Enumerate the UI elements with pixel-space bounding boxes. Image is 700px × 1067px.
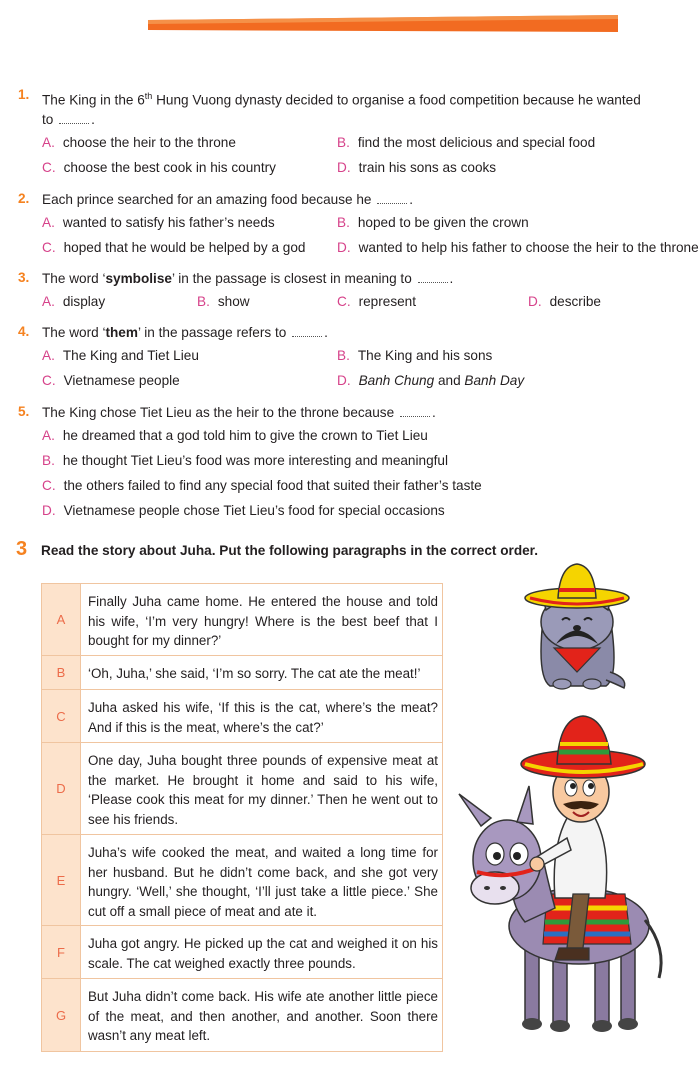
section-title: Read the story about Juha. Put the following paragraphs in the correct order. <box>41 543 539 558</box>
option-c[interactable]: C. represent <box>337 294 417 309</box>
answer-blank <box>292 326 322 337</box>
story-table <box>41 583 443 1052</box>
story-row-a <box>42 584 442 656</box>
story-row-f <box>42 926 442 979</box>
paragraph-text: Juha got angry. He picked up the cat and weighed it on his scale. The cat weighed exactly three pounds. <box>88 936 438 971</box>
story-row-g <box>42 979 442 1051</box>
option-c[interactable]: C. the others failed to find any special food that suited their father’s taste <box>42 478 482 493</box>
answer-blank <box>377 193 407 204</box>
question-number: 3. <box>18 270 30 285</box>
option-c[interactable]: C. Vietnamese people <box>42 373 180 388</box>
option-c[interactable]: C. choose the best cook in his country <box>42 160 276 175</box>
paragraph-letter: E <box>42 835 81 925</box>
question-2 <box>18 188 699 263</box>
paragraph-text: Juha’s wife cooked the meat, and waited a long time for her husband. But he didn’t come back, and she got very hungry. ‘Well,’ she thought, ‘I’ll just take a little piece.’ She cut off a small piece of meat and ate it. <box>88 845 438 919</box>
question-text: Each prince searched for an amazing food because he . <box>42 192 414 207</box>
question-1 <box>18 84 693 184</box>
question-number: 1. <box>18 87 30 102</box>
paragraph-letter: B <box>42 656 81 689</box>
option-b[interactable]: B. he thought Tiet Lieu’s food was more interesting and meaningful <box>42 453 448 468</box>
question-4 <box>18 321 693 396</box>
option-d[interactable]: D. describe <box>528 294 601 309</box>
question-text: The word ‘symbolise’ in the passage is closest in meaning to . <box>42 271 454 286</box>
option-d[interactable]: D. Banh Chung and Banh Day <box>337 373 525 388</box>
question-3 <box>18 267 693 317</box>
question-text: The word ‘them’ in the passage refers to . <box>42 325 328 340</box>
option-a[interactable]: A. choose the heir to the throne <box>42 135 236 150</box>
option-d[interactable]: D. wanted to help his father to choose the heir to the throne <box>337 240 699 255</box>
option-a[interactable]: A. The King and Tiet Lieu <box>42 348 199 363</box>
paragraph-letter: C <box>42 690 81 742</box>
paragraph-letter: D <box>42 743 81 834</box>
juha-donkey-illustration <box>455 708 677 1038</box>
question-text-line2: to . <box>42 112 95 127</box>
option-b[interactable]: B. show <box>197 294 250 309</box>
header-brush-bar <box>148 12 618 32</box>
paragraph-text: ‘Oh, Juha,’ she said, ‘I’m so sorry. The cat ate the meat!’ <box>88 666 421 681</box>
question-number: 5. <box>18 404 30 419</box>
cat-sombrero-illustration <box>520 560 632 692</box>
option-b[interactable]: B. hoped to be given the crown <box>337 215 529 230</box>
question-text: The King in the 6th Hung Vuong dynasty decided to organise a food competition because he wanted <box>42 91 641 108</box>
paragraph-text: Finally Juha came home. He entered the house and told his wife, ‘I’m very hungry! Where is the best beef that I bought for my dinner?’ <box>88 594 438 648</box>
paragraph-letter: G <box>42 979 81 1051</box>
section-number: 3 <box>16 538 28 560</box>
paragraph-letter: A <box>42 584 81 655</box>
question-number: 4. <box>18 324 30 339</box>
answer-blank <box>59 113 89 124</box>
story-row-c <box>42 690 442 743</box>
option-b[interactable]: B. The King and his sons <box>337 348 493 363</box>
option-a[interactable]: A. he dreamed that a god told him to give the crown to Tiet Lieu <box>42 428 428 443</box>
question-text: The King chose Tiet Lieu as the heir to the throne because . <box>42 405 436 420</box>
paragraph-text: Juha asked his wife, ‘If this is the cat, where’s the meat? And if this is the meat, where’s the cat?’ <box>88 700 438 735</box>
question-5 <box>18 401 693 526</box>
option-a[interactable]: A. display <box>42 294 106 309</box>
option-a[interactable]: A. wanted to satisfy his father’s needs <box>42 215 275 230</box>
paragraph-letter: F <box>42 926 81 978</box>
story-row-d <box>42 743 442 835</box>
story-row-e <box>42 835 442 926</box>
answer-blank <box>418 272 448 283</box>
paragraph-text: But Juha didn’t come back. His wife ate another little piece of the meat, and then another, and another. Soon there wasn’t any meat left. <box>88 989 438 1043</box>
paragraph-text: One day, Juha bought three pounds of expensive meat at the market. He brought it home and said to his wife, ‘Please cook this meat for my dinner.’ Then he went out to see his friends. <box>88 753 438 827</box>
question-number: 2. <box>18 191 30 206</box>
option-d[interactable]: D. train his sons as cooks <box>337 160 497 175</box>
answer-blank <box>400 406 430 417</box>
option-c[interactable]: C. hoped that he would be helped by a god <box>42 240 306 255</box>
option-b[interactable]: B. find the most delicious and special food <box>337 135 596 150</box>
option-d[interactable]: D. Vietnamese people chose Tiet Lieu’s food for special occasions <box>42 503 445 518</box>
story-row-b <box>42 656 442 690</box>
